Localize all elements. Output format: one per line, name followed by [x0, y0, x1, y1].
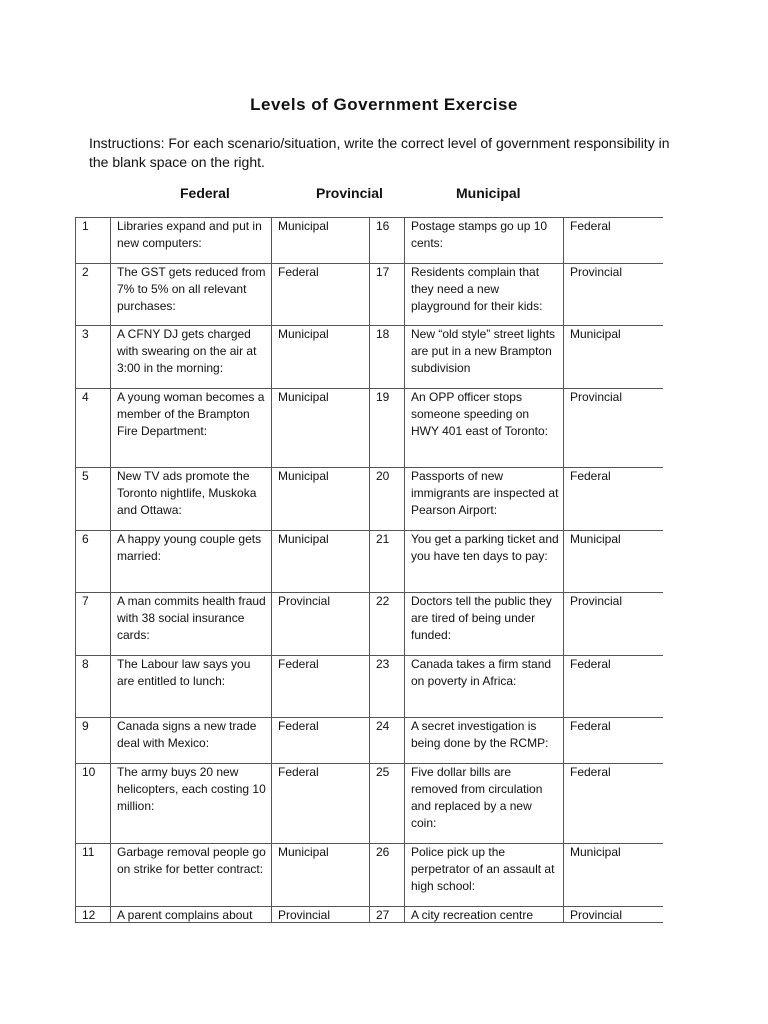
answer-cell: Municipal [272, 326, 370, 389]
answer-cell: Federal [272, 764, 370, 844]
answer-cell: Provincial [272, 593, 370, 656]
table-row [76, 326, 664, 389]
scenario-text: A young woman becomes a member of the Brampton Fire Department: [111, 389, 272, 468]
level-federal-label: Federal [180, 185, 230, 201]
answer-cell: Federal [272, 656, 370, 718]
scenario-number: 3 [76, 326, 111, 389]
scenario-text: Canada signs a new trade deal with Mexico: [111, 718, 272, 764]
scenario-number: 2 [76, 264, 111, 326]
scenario-number: 24 [370, 718, 405, 764]
scenario-text: The Labour law says you are entitled to lunch: [111, 656, 272, 718]
answer-cell: Municipal [272, 468, 370, 531]
scenario-text: Canada takes a firm stand on poverty in Africa: [405, 656, 564, 718]
table-row [76, 218, 664, 264]
scenario-number: 26 [370, 844, 405, 907]
scenario-number: 25 [370, 764, 405, 844]
answer-cell: Federal [564, 764, 664, 844]
scenario-number: 23 [370, 656, 405, 718]
answer-cell: Municipal [272, 531, 370, 593]
answer-cell: Municipal [564, 326, 664, 389]
table-row [76, 389, 664, 468]
scenario-number: 9 [76, 718, 111, 764]
scenario-text: New “old style” street lights are put in a new Brampton subdivision [405, 326, 564, 389]
scenario-text: New TV ads promote the Toronto nightlife, Muskoka and Ottawa: [111, 468, 272, 531]
level-municipal-label: Municipal [456, 185, 521, 201]
answer-cell: Provincial [564, 389, 664, 468]
table-row [76, 718, 664, 764]
scenario-number: 8 [76, 656, 111, 718]
table-row [76, 593, 664, 656]
scenario-number: 4 [76, 389, 111, 468]
scenario-number: 5 [76, 468, 111, 531]
table-row [76, 844, 664, 907]
answer-cell: Provincial [564, 593, 664, 656]
scenario-number: 12 [76, 907, 111, 924]
scenario-number: 10 [76, 764, 111, 844]
scenario-number: 22 [370, 593, 405, 656]
scenario-text: The army buys 20 new helicopters, each costing 10 million: [111, 764, 272, 844]
document-title: Levels of Government Exercise [250, 95, 518, 114]
table-row [76, 656, 664, 718]
answer-cell: Provincial [564, 264, 664, 326]
table-row [76, 531, 664, 593]
scenario-text: Residents complain that they need a new playground for their kids: [405, 264, 564, 326]
scenario-text: A city recreation centre [405, 907, 564, 924]
level-provincial-label: Provincial [316, 185, 383, 201]
scenario-number: 27 [370, 907, 405, 924]
answer-cell: Federal [564, 656, 664, 718]
scenario-text: A man commits health fraud with 38 social insurance cards: [111, 593, 272, 656]
scenario-text: An OPP officer stops someone speeding on HWY 401 east of Toronto: [405, 389, 564, 468]
scenario-table [75, 217, 663, 923]
scenario-text: Five dollar bills are removed from circulation and replaced by a new coin: [405, 764, 564, 844]
scenario-text: Police pick up the perpetrator of an assault at high school: [405, 844, 564, 907]
scenario-text: Passports of new immigrants are inspected at Pearson Airport: [405, 468, 564, 531]
scenario-text: The GST gets reduced from 7% to 5% on all relevant purchases: [111, 264, 272, 326]
scenario-text: Doctors tell the public they are tired of being under funded: [405, 593, 564, 656]
scenario-text: Garbage removal people go on strike for better contract: [111, 844, 272, 907]
scenario-table-body [76, 218, 664, 924]
scenario-number: 6 [76, 531, 111, 593]
scenario-text: Libraries expand and put in new computers: [111, 218, 272, 264]
scenario-number: 20 [370, 468, 405, 531]
answer-cell: Federal [272, 264, 370, 326]
answer-cell: Municipal [272, 218, 370, 264]
answer-cell: Federal [564, 218, 664, 264]
table-row [76, 264, 664, 326]
answer-cell: Federal [272, 718, 370, 764]
answer-cell: Federal [564, 718, 664, 764]
scenario-table-container [75, 217, 663, 923]
answer-cell: Municipal [564, 844, 664, 907]
answer-cell: Federal [564, 468, 664, 531]
scenario-number: 21 [370, 531, 405, 593]
scenario-number: 16 [370, 218, 405, 264]
answer-cell: Municipal [272, 844, 370, 907]
answer-cell: Provincial [272, 907, 370, 924]
answer-cell: Municipal [564, 531, 664, 593]
table-row [76, 907, 664, 924]
scenario-number: 1 [76, 218, 111, 264]
scenario-text: Postage stamps go up 10 cents: [405, 218, 564, 264]
scenario-text: A CFNY DJ gets charged with swearing on the air at 3:00 in the morning: [111, 326, 272, 389]
scenario-text: A secret investigation is being done by the RCMP: [405, 718, 564, 764]
table-row [76, 468, 664, 531]
scenario-number: 17 [370, 264, 405, 326]
instructions-text: Instructions: For each scenario/situation, write the correct level of government responsibility in the blank space on the right. [89, 135, 670, 170]
scenario-number: 7 [76, 593, 111, 656]
table-row [76, 764, 664, 844]
answer-cell: Provincial [564, 907, 664, 924]
scenario-number: 18 [370, 326, 405, 389]
scenario-text: A parent complains about [111, 907, 272, 924]
scenario-text: You get a parking ticket and you have ten days to pay: [405, 531, 564, 593]
answer-cell: Municipal [272, 389, 370, 468]
scenario-number: 11 [76, 844, 111, 907]
scenario-number: 19 [370, 389, 405, 468]
scenario-text: A happy young couple gets married: [111, 531, 272, 593]
